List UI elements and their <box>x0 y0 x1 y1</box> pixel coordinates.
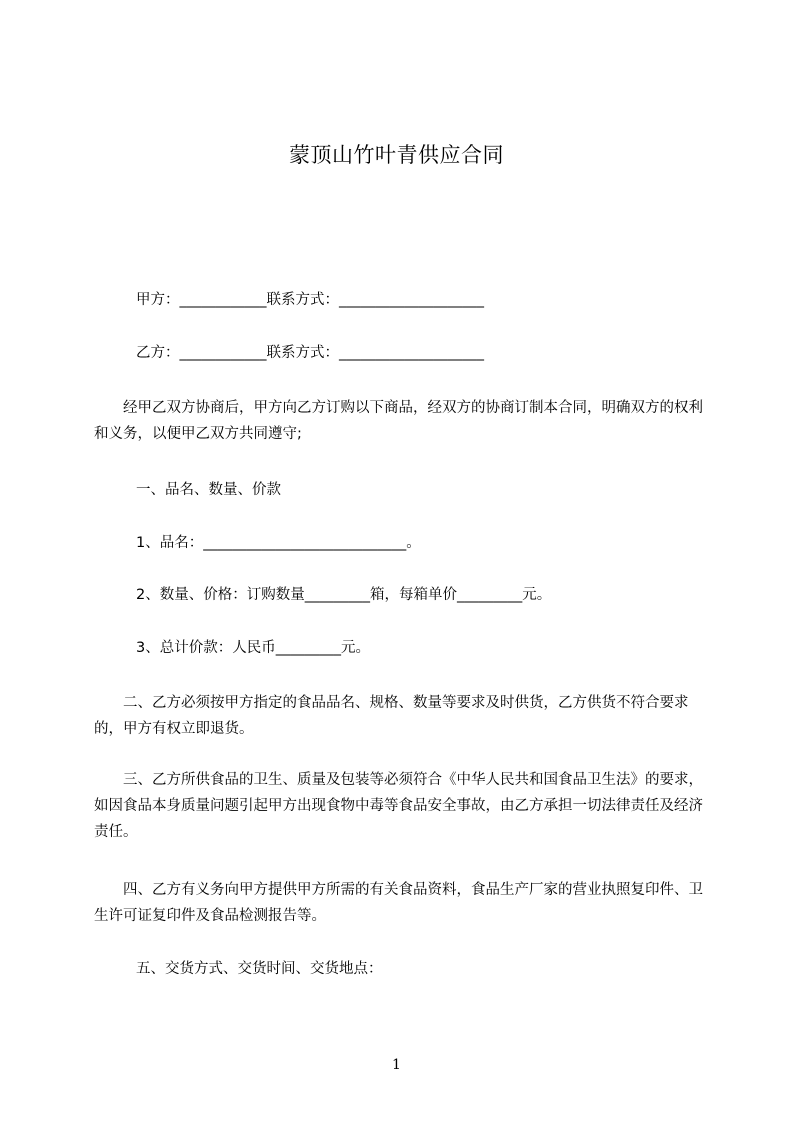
party-b-line: 乙方：____________联系方式：____________________ <box>136 345 484 361</box>
page-number: 1 <box>392 1057 401 1073</box>
section-5-heading: 五、交货方式、交货时间、交货地点： <box>136 961 383 977</box>
section-1-heading: 一、品名、数量、价款 <box>136 482 281 498</box>
section-4-paragraph: 四、乙方有义务向甲方提供甲方所需的有关食品资料，食品生产厂家的营业执照复印件、卫生许可证复印件及食品检测报告等。 <box>94 882 703 924</box>
item-3-total-price: 3、总计价款：人民币_________元。 <box>136 640 370 656</box>
section-3-paragraph: 三、乙方所供食品的卫生、质量及包装等必须符合《中华人民共和国食品卫生法》的要求，如因食品本身质量问题引起甲方出现食物中毒等食品安全事故，由乙方承担一切法律责任及经济责任。 <box>94 772 703 840</box>
party-a-line: 甲方：____________联系方式：____________________ <box>136 292 484 308</box>
item-1-product-name: 1、品名：____________________________。 <box>136 535 421 551</box>
document-title: 蒙顶山竹叶青供应合同 <box>289 143 504 167</box>
section-2-paragraph: 二、乙方必须按甲方指定的食品品名、规格、数量等要求及时供货，乙方供货不符合要求的，甲方有权立即退货。 <box>94 695 689 737</box>
item-2-quantity-price: 2、数量、价格：订购数量_________箱，每箱单价_________元。 <box>136 587 552 603</box>
intro-paragraph: 经甲乙双方协商后，甲方向乙方订购以下商品，经双方的协商订制本合同，明确双方的权利和义务，以便甲乙双方共同遵守; <box>94 400 703 442</box>
